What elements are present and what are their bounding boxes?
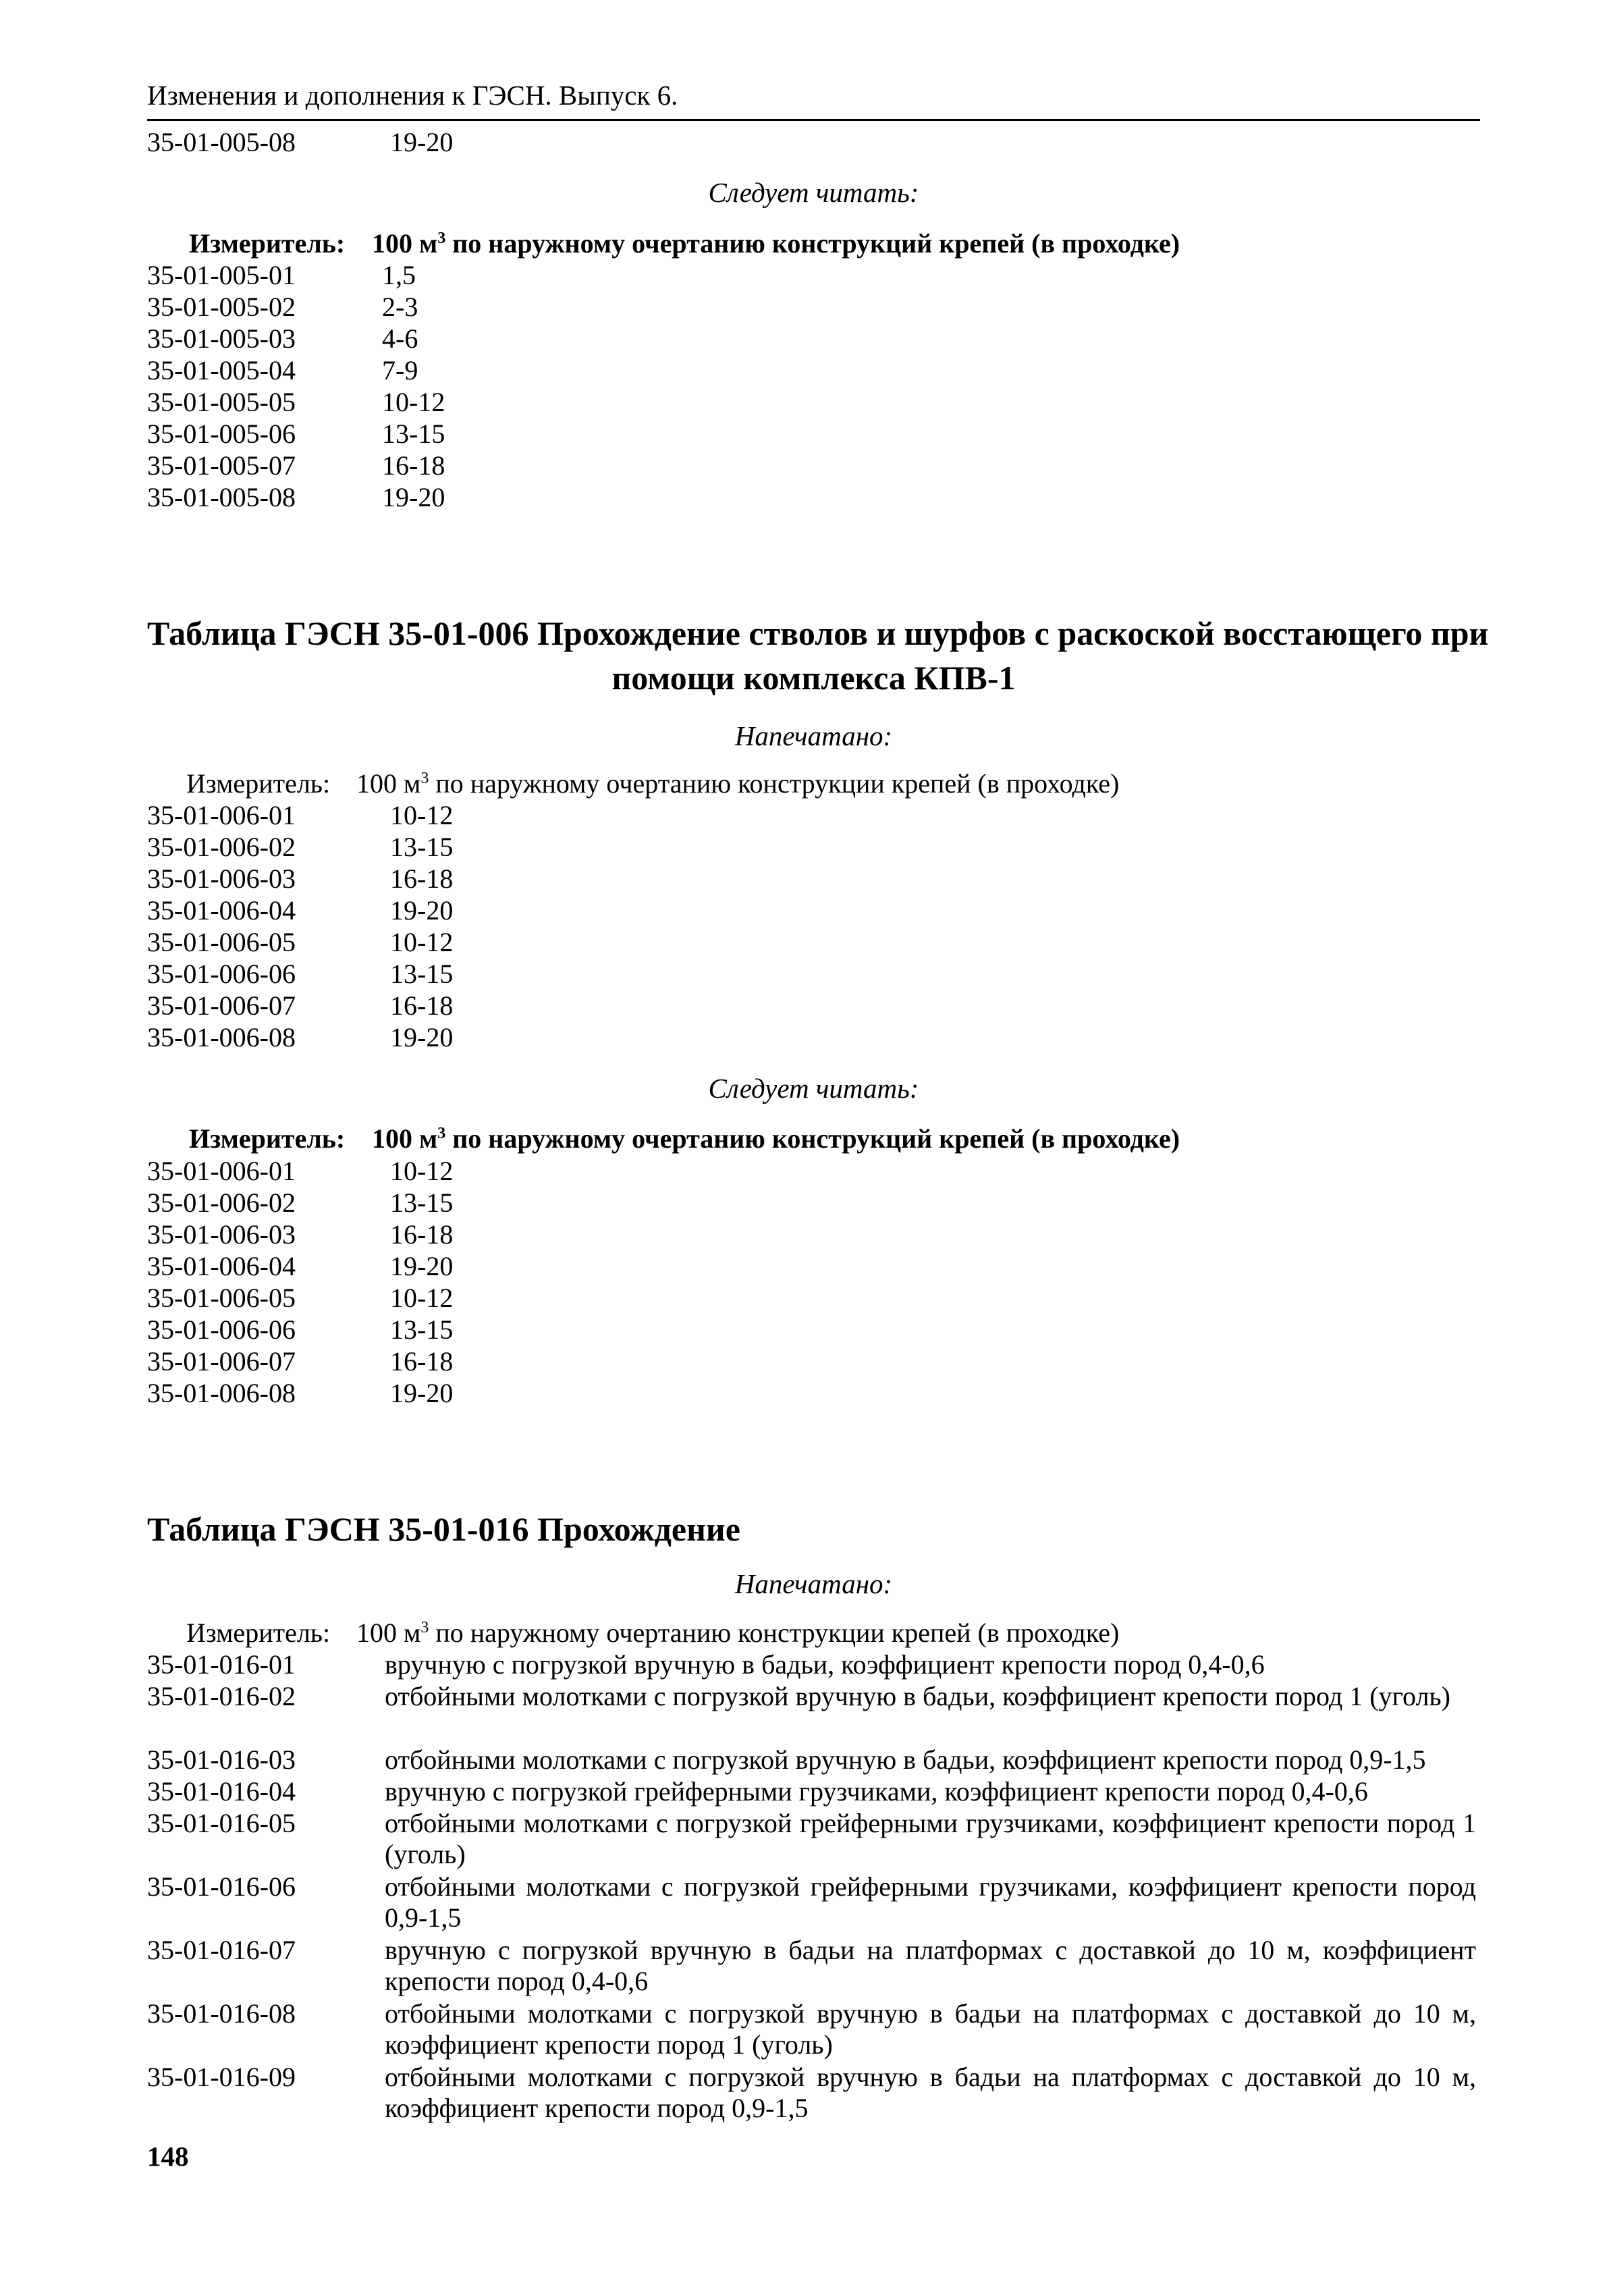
should-read-heading: Следует читать: [708, 177, 919, 208]
should-read-heading: Следует читать: [708, 1073, 919, 1104]
table-title [147, 611, 1489, 700]
unit-text: 100 $м^3$ по наружному очертанию конструкций крепей (в проходке) [372, 228, 1180, 259]
item-value: 19-20 [390, 127, 454, 157]
item-code: 35-01-005-08 [147, 127, 296, 157]
unit-label: Измеритель: [189, 228, 346, 259]
unit-label: Измеритель: [186, 768, 331, 799]
unit-text: 100 $м^3$ по наружному очертанию конструкций крепей (в проходке) [372, 1123, 1180, 1154]
table-title-line-1: Таблица ГЭСН 35-01-006 Прохождение стволов и шурфов с раскоской восстающего при [147, 614, 1489, 652]
printed-heading: Напечатано: [734, 1568, 893, 1599]
unit-text: 100 $м^3$ по наружному очертанию конструкции крепей (в проходке) [356, 768, 1120, 799]
table-title-line-2: помощи комплекса КПВ-1 [611, 659, 1016, 697]
unit-label: Измеритель: [186, 1618, 331, 1648]
page-number: 148 [147, 2141, 189, 2172]
unit-text: 100 $м^3$ по наружному очертанию конструкции крепей (в проходке) [356, 1618, 1120, 1648]
table-title-line-1: Таблица ГЭСН 35-01-016 Прохождение [147, 1510, 740, 1548]
unit-label: Измеритель: [189, 1123, 346, 1154]
table-title [147, 1507, 1480, 1551]
page-header: Изменения и дополнения к ГЭСН. Выпуск 6. [147, 80, 1480, 121]
printed-heading: Напечатано: [734, 720, 893, 751]
